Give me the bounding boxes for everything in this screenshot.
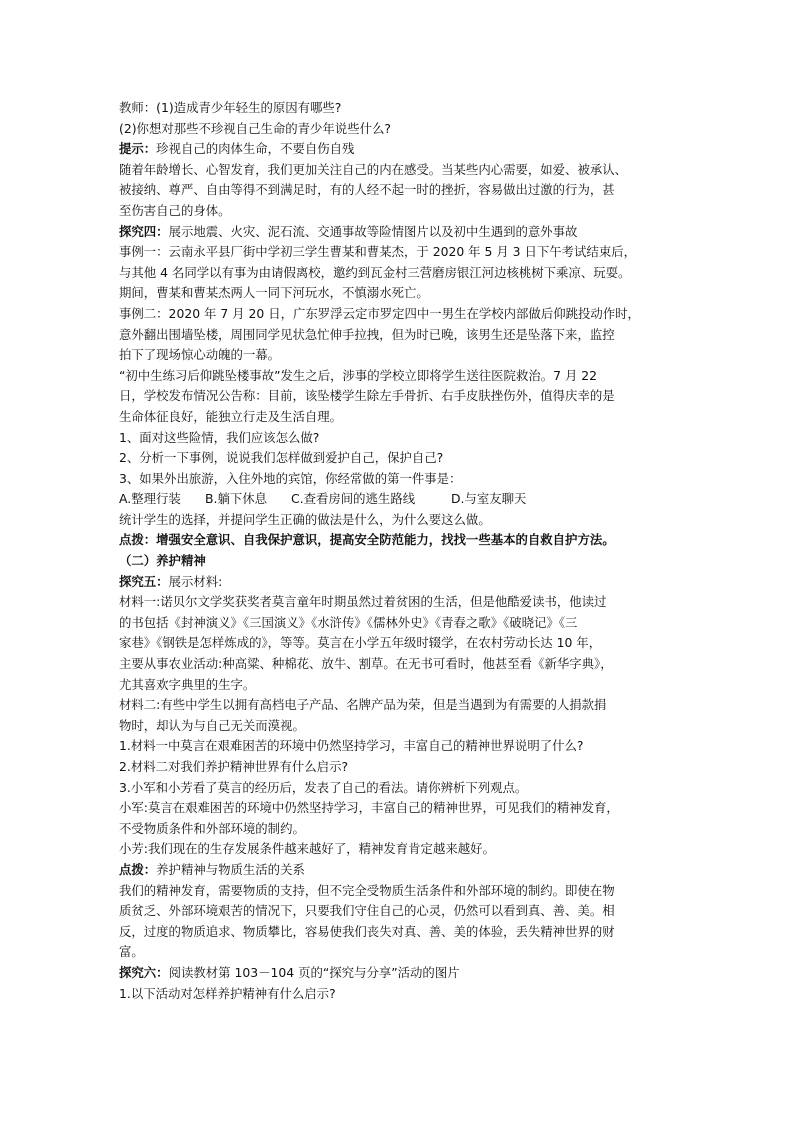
line-text: 教师：(1)造成青少年轻生的原因有哪些? [119,100,342,115]
section-label: 点拨： [119,861,157,877]
text-line [119,716,679,737]
text-line [119,201,679,222]
line-text: 不受物质条件和外部环境的制约。 [119,820,305,836]
line-text: 物时，却认为与自己无关而漠视。 [119,717,305,733]
text-line [119,942,679,963]
line-text: 小军:莫言在艰难困苦的环境中仍然坚持学习，丰富自己的精神世界，可见我们的精神发育， [119,800,619,816]
line-text: 意外翻出围墙坠楼，周围同学见状急忙伸手拉拽，但为时已晚，该男生还是坠落下来，监控 [119,326,615,342]
text-line [119,283,679,304]
text-line [119,592,679,613]
text-line [119,428,679,449]
line-text: 事例一：云南永平县厂街中学初三学生曹某和曹某杰，于 2020 年 5 月 3 日下午考试结束后， [119,244,636,260]
line-text: 3、如果外出旅游，入住外地的宾馆，你经常做的第一件事是： [119,470,462,486]
text-line [119,448,679,469]
line-text: 质贫乏、外部环境艰苦的情况下，只要我们守住自己的心灵，仍然可以看到真、善、美。相 [119,903,615,919]
text-line [119,263,679,284]
text-line [119,345,679,366]
text-line [119,98,679,119]
text-line [119,160,679,181]
text-line [119,839,679,860]
line-text: 展示材料: [168,573,223,589]
line-text: 统计学生的选择，并提问学生正确的做法是什么，为什么要这么做。 [119,511,491,527]
section-label: 探究四： [119,223,169,239]
line-text: “初中生练习后仰跳坠楼事故”发生之后，涉事的学校立即将学生送往医院救治。7 月 22 [119,367,598,383]
line-text: 至伤害自己的身体。 [119,202,231,218]
text-line [119,139,679,160]
text-line [119,530,679,551]
section-label: 点拨： [119,532,157,548]
text-line [119,386,679,407]
text-line [119,180,679,201]
text-line [119,675,679,696]
option-item: D.与室友聊天 [451,491,527,507]
text-line [119,551,679,572]
line-text: 生命体征良好，能独立行走及生活自理。 [119,408,343,424]
text-line [119,963,679,984]
line-text: 被接纳、尊严、自由等得不到满足时，有的人经不起一时的挫折，容易做出过激的行为，甚 [119,182,615,198]
text-line [119,901,679,922]
section-label: 提示： [119,141,157,157]
text-line [119,613,679,634]
text-line [119,881,679,902]
line-text: 与其他 4 名同学以有事为由请假离校，邀约到瓦金村三营磨房银江河边核桃树下乘凉、玩耍。 [119,264,631,280]
text-line [119,119,679,140]
line-text: 1.以下活动对怎样养护精神有什么启示? [119,985,336,1001]
options-line [119,489,679,510]
text-line [119,819,679,840]
line-text: 小芳:我们现在的生存发展条件越来越好了，精神发育肯定越来越好。 [119,841,495,857]
line-text: 反，过度的物质追求、物质攀比，容易使我们丧失对真、善、美的体验，丢失精神世界的财 [119,923,615,939]
section-label: 探究五： [119,573,169,589]
text-line [119,736,679,757]
line-text: 主要从事农业活动:种高粱、种棉花、放牛、割草。在无书可看时，他甚至看《新华字典》， [119,656,613,672]
line-text: 的书包括《封神演义》《三国演义》《水浒传》《儒林外史》《青春之歌》《破晓记》《三 [119,614,578,630]
text-line [119,633,679,654]
line-text: 尤其喜欢字典里的生字。 [119,676,256,692]
text-line [119,304,679,325]
line-text: 2.材料二对我们养护精神世界有什么启示? [119,759,349,774]
line-text: 我们的精神发育，需要物质的支持，但不完全受物质生活条件和外部环境的制约。即使在物 [119,882,615,898]
line-text: 随着年龄增长、心智发育，我们更加关注自己的内在感受。当某些内心需要，如爱、被承认、 [119,161,628,177]
line-text: 材料二:有些中学生以拥有高档电子产品、名牌产品为荣，但是当遇到为有需要的人捐款捐 [119,697,607,713]
line-text: 阅读教材第 103－104 页的“探究与分享”活动的图片 [168,964,460,980]
document-body [119,98,679,1004]
line-text: 拍下了现场惊心动魄的一幕。 [119,347,281,363]
text-line [119,778,679,799]
text-line [119,654,679,675]
line-text: 展示地震、火灾、泥石流、交通事故等险情图片以及初中生遇到的意外事故 [168,223,578,239]
line-text: 3.小军和小芳看了莫言的经历后，发表了自己的看法。请你辨析下列观点。 [119,779,528,795]
section-label: （二）养护精神 [119,553,206,569]
line-text: 日，学校发布情况公告称：目前，该坠楼学生除左手骨折、右手皮肤挫伤外，值得庆幸的是 [119,388,615,404]
text-line [119,860,679,881]
line-text: 期间，曹某和曹某杰两人一同下河玩水，不慎溺水死亡。 [119,285,429,301]
text-line [119,222,679,243]
text-line [119,757,679,778]
line-text: 2、分析一下事例，说说我们怎样做到爱护自己，保护自己? [119,450,444,466]
text-line [119,325,679,346]
text-line [119,510,679,531]
section-label: 探究六： [119,964,169,980]
option-item: A.整理行装 [119,491,181,507]
option-item: B.躺下休息 [205,491,268,507]
text-line [119,366,679,387]
text-line [119,984,679,1005]
option-item: C.查看房间的逃生路线 [291,491,416,507]
line-text: 1.材料一中莫言在艰难困苦的环境中仍然坚持学习，丰富自己的精神世界说明了什么? [119,738,584,754]
text-line [119,922,679,943]
line-text: (2)你想对那些不珍视自己生命的青少年说些什么? [119,120,391,136]
line-text: 材料一:诺贝尔文学奖获奖者莫言童年时期虽然过着贫困的生活，但是他酷爱读书，他读过 [119,594,607,610]
text-line [119,572,679,593]
line-text: 养护精神与物质生活的关系 [156,861,305,877]
text-line [119,695,679,716]
text-line [119,469,679,490]
text-line [119,407,679,428]
line-text: 珍视自己的肉体生命，不要自伤自残 [156,141,355,157]
line-text: 家巷》《钢铁是怎样炼成的》，等等。莫言在小学五年级时辍学，在农村劳动长达 10 年， [119,635,602,651]
text-line [119,798,679,819]
line-text: 事例二：2020 年 7 月 20 日，广东罗浮云定市罗定四中一男生在学校内部做后仰跳投动作时， [119,305,640,321]
text-line [119,242,679,263]
line-text: 增强安全意识、自我保护意识，提高安全防范能力，找找一些基本的自救自护方法。 [156,532,615,548]
line-text: 富。 [119,944,144,960]
line-text: 1、面对这些险情，我们应该怎么做? [119,429,320,445]
